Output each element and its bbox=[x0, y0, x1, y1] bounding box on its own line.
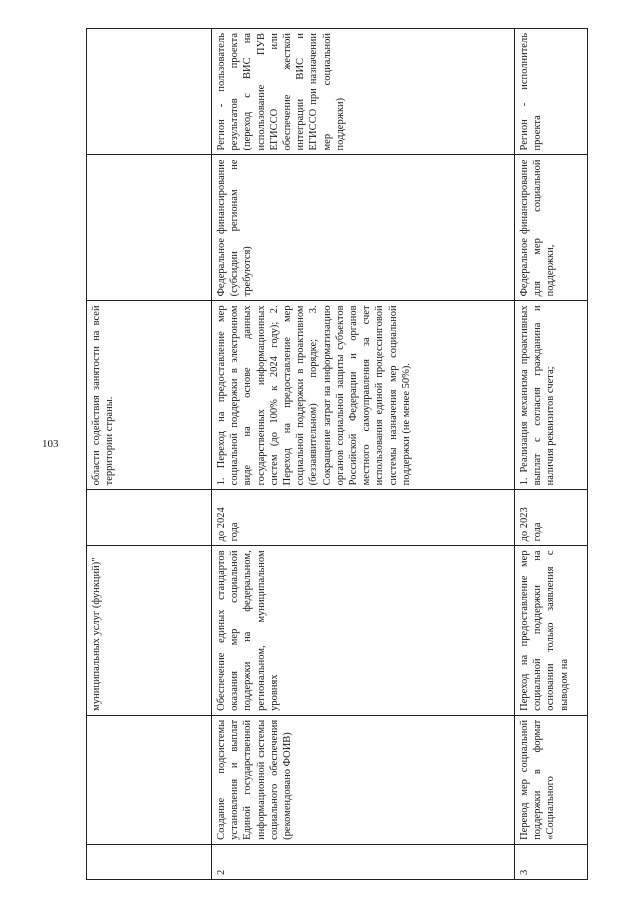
page-number: 103 bbox=[42, 438, 59, 450]
cell-description: Обеспечение единых стандартов оказания мер социальной поддержки на федеральном, региональном, муниципальном уровнях bbox=[212, 546, 515, 715]
cell-description: муниципальных услуг (функций)" bbox=[87, 546, 212, 715]
cell-result: 1. Реализация механизма проактивных выплат с согласия гражданина и наличия реквизитов счета; bbox=[515, 301, 588, 490]
cell-role: Регион - пользователь результатов проекта (переход с ВИС на использование ПУВ ЕГИССО или обеспечение жесткой интеграции ВИС и ЕГИССО при назначении мер социальной поддержки) bbox=[212, 29, 515, 155]
cell-role: Регион - исполнитель проекта bbox=[515, 29, 588, 155]
cell-name bbox=[87, 715, 212, 844]
cell-financing bbox=[87, 155, 212, 301]
measures-table bbox=[86, 28, 588, 880]
cell-num bbox=[87, 844, 212, 879]
cell-description: Переход на предоставление мер социальной поддержки на основании только заявления с выводом на bbox=[515, 546, 588, 715]
cell-num: 2 bbox=[212, 844, 515, 879]
cell-name: Перевод мер социальной поддержки в формат «Социального bbox=[515, 715, 588, 844]
table-row bbox=[515, 29, 588, 880]
rotated-table-container bbox=[86, 28, 574, 880]
cell-deadline: до 2024 года bbox=[212, 490, 515, 546]
table-row bbox=[87, 29, 212, 880]
cell-name: Создание подсистемы установления и выплат Единой государственной информационной системы социального обеспечения (рекомендовано ФОИВ) bbox=[212, 715, 515, 844]
cell-financing: Федеральное финансирование для мер социальной поддержки, bbox=[515, 155, 588, 301]
cell-deadline: до 2023 года bbox=[515, 490, 588, 546]
cell-result: 1. Переход на предоставление мер социальной поддержки в электронном виде на основе данных государственных информационных систем (до 100% к 2024 году); 2. Переход на предоставление мер социальной поддержки в проактивном (беззаявительном) порядке; 3. Сокращение затрат на информатизацию органов социальной защиты субъектов Российской Федерации и органов местного самоуправления за счет использования единой процессинговой системы назначения мер социальной поддержки (не менее 50%). bbox=[212, 301, 515, 490]
cell-deadline bbox=[87, 490, 212, 546]
table-row bbox=[212, 29, 515, 880]
cell-financing: Федеральное финансирование (субсидии регионам не требуются) bbox=[212, 155, 515, 301]
cell-role bbox=[87, 29, 212, 155]
cell-num: 3 bbox=[515, 844, 588, 879]
cell-result: области содействия занятости на всей территории страны. bbox=[87, 301, 212, 490]
